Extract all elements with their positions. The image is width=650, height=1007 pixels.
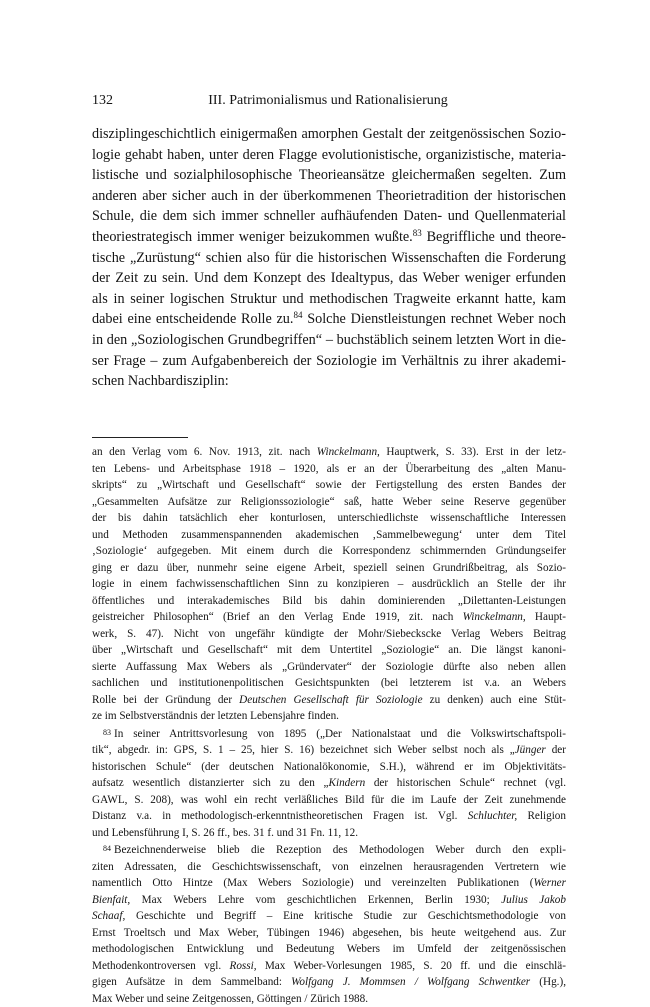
body-line: in den „Soziologischen Grundbegriffen“ – buchstäblich seinem letzten Wort in die- bbox=[92, 330, 566, 351]
citation-author: Winckelmann, bbox=[317, 446, 380, 458]
citation-author: Schaaf, bbox=[92, 910, 125, 922]
footnote-text: aufsatz wesentlich distanzierter sich zu den „ bbox=[92, 777, 329, 789]
footnote-line: sierte Auffassung Max Webers als „Gründervater“ der Soziologie dürfte also neben allen bbox=[92, 659, 566, 676]
body-line: disziplingeschichtlich einigermaßen amorphen Gestalt der zeitgenössischen Sozio- bbox=[92, 124, 566, 145]
footnote-line: „Gesammelten Aufsätze zur Religionssoziologie“ saß, hatte Weber seine Reserve gegenüber bbox=[92, 494, 566, 511]
body-line: als in seiner logischen Struktur und methodischen Tragweite erkannt hatte, kam bbox=[92, 289, 566, 310]
footnote-line: öffentliches und interakademisches Bild bis dahin dominierenden „Dilettanten-Leistungen bbox=[92, 593, 566, 610]
footnote-text: geistreicher Philosophen“ (Brief an den Verlag Ende 1919, zit. nach bbox=[92, 611, 463, 623]
emphasis: Jünger bbox=[515, 744, 546, 756]
page-number: 132 bbox=[92, 91, 113, 111]
citation-author: Julius Jakob bbox=[501, 894, 566, 906]
footnote-line: sachlichen und institutionenpolitischen Gesichtspunkten (bei letzterem ist v.a. an Webers bbox=[92, 675, 566, 692]
footnote-text: zu denken) auch eine Stüt- bbox=[423, 694, 566, 706]
footnote-line: logie in einem fachwissenschaftlichen Sinn zu konzipieren – ausdrücklich an Stelle der ihr bbox=[92, 576, 566, 593]
footnote-line bbox=[92, 742, 566, 759]
footnote-text: Max Webers Lehre vom geschichtlichen Erkennen, Berlin 1930; bbox=[130, 894, 501, 906]
footnote-line bbox=[92, 775, 566, 792]
footnote-text: In seiner Antrittsvorlesung von 1895 („Der Nationalstaat und die Volkswirtschaftspoli- bbox=[114, 728, 566, 740]
footnote-line: ‚Soziologie‘ aufgegeben. Mit einem durch die Korrespondenz schimmernden Gründungseifer bbox=[92, 543, 566, 560]
citation-author: Rossi, bbox=[229, 960, 256, 972]
footnote-text: tik“, abgedr. in: GPS, S. 1 – 25, hier S. 16) bezeichnet sich Weber selbst noch als „ bbox=[92, 744, 515, 756]
body-line: der Zeit zu sein. Und dem Konzept des Idealtypus, das Weber weniger erfunden bbox=[92, 268, 566, 289]
footnote-line: skripts“ zu „Wirtschaft und Gesellschaft“ sowie der Fertigstellung des ersten Bandes der bbox=[92, 477, 566, 494]
footnote-line: über „Wirtschaft und Gesellschaft“ mit dem Untertitel „Soziologie“ an. Die längst kanoni- bbox=[92, 642, 566, 659]
footnote-line bbox=[92, 444, 566, 461]
footnote-text: Rolle bei der Gründung der bbox=[92, 694, 239, 706]
footnote-text: an den Verlag vom 6. Nov. 1913, zit. nach bbox=[92, 446, 317, 458]
footnote-line bbox=[92, 692, 566, 709]
citation-title: Deutschen Gesellschaft für Soziologie bbox=[239, 694, 422, 706]
body-line: Schule, die dem sich immer schneller aufhäufenden Daten- und Quellenmaterial bbox=[92, 206, 566, 227]
footnote-number: 84 bbox=[103, 844, 111, 853]
body-text-run: Solche Dienstleistungen rechnet Weber noch bbox=[302, 311, 566, 327]
footnote-line: der bis dahin tatsächlich eher konturlosen, unterschiedlichste wissenschaftliche Interessen bbox=[92, 510, 566, 527]
body-line: tische „Zurüstung“ schien also für die historischen Wissenschaften die Forderung bbox=[92, 248, 566, 269]
footnote-text: gigen Aufsätze in dem Sammelband: bbox=[92, 976, 291, 988]
footnotes bbox=[92, 444, 566, 1007]
body-line: ser Frage – zum Aufgabenbereich der Soziologie im Verhältnis zu ihrer akademi- bbox=[92, 351, 566, 372]
footnote-line bbox=[92, 974, 566, 991]
footnote-line: GAWL, S. 208), was wohl ein recht verläßliches Bild für die im Laufe der Zeit zunehmende bbox=[92, 792, 566, 809]
footnote-line bbox=[92, 875, 566, 892]
footnote-line: ging er dazu über, nunmehr seine eigene Arbeit, speziell seinen Grundrißbeitrag, als Sozio- bbox=[92, 560, 566, 577]
footnote-line: methodologischen Entwicklung und Bedeutung Webers im Umfeld der zeitgenössischen bbox=[92, 941, 566, 958]
footnote-line: historischen Schule“ (der deutschen Nationalökonomie, S.H.), während er im Objektivitäts- bbox=[92, 759, 566, 776]
body-text-run: Begriffliche und theore- bbox=[422, 229, 566, 245]
footnote-line bbox=[92, 892, 566, 909]
footnote-text: Haupt- bbox=[526, 611, 566, 623]
footnote-text: Methodenkontroversen vgl. bbox=[92, 960, 229, 972]
footnote-line bbox=[92, 958, 566, 975]
body-line bbox=[92, 227, 566, 248]
footnote-text: Max Weber-Vorlesungen 1985, S. 20 ff. und die einschlä- bbox=[257, 960, 566, 972]
body-text-run: theoriestrategisch immer weniger beizukommen wußte. bbox=[92, 229, 413, 245]
footnote-line: Ernst Troeltsch und Max Weber, Tübingen 1946) abgesehen, bis heute weitgehend aus. Zur bbox=[92, 925, 566, 942]
body-line: schen Nachbardisziplin: bbox=[92, 371, 566, 392]
footnote-ref-83: 83 bbox=[413, 228, 422, 238]
footnote-text: (Hg.), bbox=[530, 976, 566, 988]
body-text bbox=[92, 124, 566, 392]
citation-author: Winckelmann, bbox=[463, 611, 526, 623]
body-line: listische und sozialphilosophische Theorieansätze gleichermaßen segelten. Zum bbox=[92, 165, 566, 186]
footnote-text: der historischen Schule“ rechnet (vgl. bbox=[365, 777, 566, 789]
footnote-line bbox=[92, 808, 566, 825]
footnote-text: Geschichte und Begriff – Eine kritische Studie zur Geschichtsmethodologie von bbox=[125, 910, 566, 922]
footnote-line: ziten Adressaten, die Geschichtswissenschaft, von einzelnen herausragenden Vertretern wie bbox=[92, 859, 566, 876]
running-head: III. Patrimonialismus und Rationalisierung bbox=[92, 91, 564, 111]
footnote-text: namentlich Otto Hintze (Max Webers Soziologie) und vereinzelten Publikationen ( bbox=[92, 877, 533, 889]
footnote-separator bbox=[92, 437, 188, 438]
footnote-83-start bbox=[92, 725, 566, 743]
footnote-line: ze im Selbstverständnis der letzten Lebensjahre finden. bbox=[92, 708, 566, 725]
footnote-line: Max Weber und seine Zeitgenossen, Göttingen / Zürich 1988. bbox=[92, 991, 566, 1007]
body-line bbox=[92, 309, 566, 330]
footnote-text: Hauptwerk, S. 33). Erst in der letz- bbox=[380, 446, 566, 458]
footnote-text: Distanz v.a. in methodologisch-erkenntnistheoretischen Fragen ist. Vgl. bbox=[92, 810, 468, 822]
emphasis: Kindern bbox=[329, 777, 366, 789]
citation-author: Schluchter, bbox=[468, 810, 517, 822]
footnote-line: und Lebensführung I, S. 26 ff., bes. 31 f. und 31 Fn. 11, 12. bbox=[92, 825, 566, 842]
citation-author: Wolfgang J. Mommsen / Wolfgang Schwentker bbox=[291, 976, 530, 988]
footnote-84-start bbox=[92, 841, 566, 859]
footnote-text: Religion bbox=[517, 810, 566, 822]
footnote-number: 83 bbox=[103, 728, 111, 737]
footnote-line: und Methoden zusammenspannenden akademischen ‚Sammelbewegung‘ unter dem Titel bbox=[92, 527, 566, 544]
footnote-line: werk, S. 47). Nicht von ungefähr kündigte der Mohr/Siebeckscke Verlag Webers Beitrag bbox=[92, 626, 566, 643]
page-header bbox=[92, 91, 564, 111]
footnote-line: ten Lebens- und Arbeitsphase 1918 – 1920, als er an der Überarbeitung des „alten Manu- bbox=[92, 461, 566, 478]
citation-author: Bienfait, bbox=[92, 894, 130, 906]
footnote-text: Bezeichnenderweise blieb die Rezeption des Methodologen Weber durch den expli- bbox=[114, 844, 566, 856]
footnote-text: der bbox=[546, 744, 566, 756]
body-line: logie gehabt haben, unter deren Flagge evolutionistische, organizistische, materia- bbox=[92, 145, 566, 166]
footnote-line bbox=[92, 908, 566, 925]
body-text-run: dabei eine entscheidende Rolle zu. bbox=[92, 311, 293, 327]
citation-author: Werner bbox=[533, 877, 566, 889]
footnote-ref-84: 84 bbox=[293, 310, 302, 320]
body-line: anderen aber sicher auch in der überkommenen Theorietradition der historischen bbox=[92, 186, 566, 207]
footnote-line bbox=[92, 609, 566, 626]
